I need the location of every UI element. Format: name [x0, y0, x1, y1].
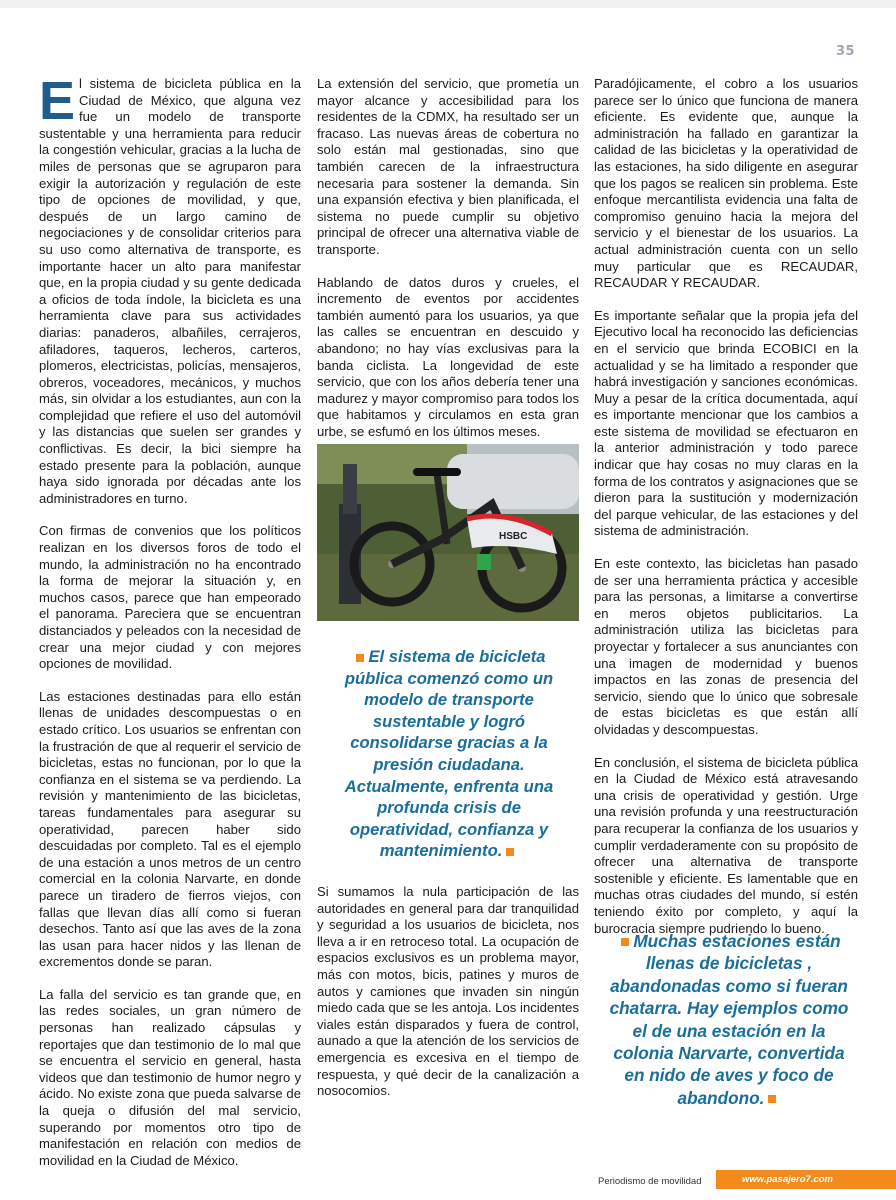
- quote-marker-close: [768, 1095, 776, 1103]
- article-column-2: [317, 76, 579, 456]
- pull-quote: [328, 646, 570, 862]
- photo-sponsor-text: HSBC: [499, 531, 528, 542]
- paragraph: La falla del servicio es tan grande que, en las redes sociales, un gran número de personas han realizado cápsulas y reportajes que dan testimonio de lo mal que se encuentra el servicio en general, hasta videos que dan testimonio de humor negro y ácido. No existe zona que pueda salvarse de la queja o difusión del mal servicio, superando por momentos otro tipo de manifestación en relación con medios de movilidad en la Ciudad de México.: [39, 986, 301, 1168]
- article-column-3: [594, 76, 858, 953]
- quote-marker-open: [356, 654, 364, 662]
- bicycle-photo-illustration: [317, 444, 579, 621]
- bicycle-photo: [317, 444, 579, 621]
- paragraph: La extensión del servicio, que prometía un mayor alcance y accesibilidad para los residentes de la CDMX, ha resultado ser un fracaso. Las nuevas áreas de cobertura no solo están mal gestionadas, sino que también carecen de la infraestructura necesaria para sostener la demanda. Sin una expansión efectiva y bien planificada, el sistema no puede cumplir su objetivo principal de ofrecer una alternativa viable de transporte.: [317, 76, 579, 257]
- top-bar: [0, 0, 896, 8]
- paragraph: Paradójicamente, el cobro a los usuarios parece ser lo único que funciona de manera eficiente. Es evidente que, aunque la administración ha fallado en garantizar la calidad de las bicicletas y la operatividad de las estaciones, ha sido diligente en asegurar que los pagos se realicen sin problema. Este enfoque mercantilista evidencia una falta de compromiso genuino hacia la mejora del servicio y el bienestar de los usuarios. La actual administración cuenta con un sello muy particular que es RECAUDAR, RECAUDAR Y RECAUDAR.: [594, 76, 858, 291]
- paragraph: Si sumamos la nula participación de las autoridades en general para dar tranquilidad y seguridad a los usuarios de bicicleta, nos lleva a ir en retroceso total. La ocupación de espacios exclusivos es un problema mayor, más con motos, bicis, patines y muros de autos y camiones que invaden sin ningún miedo cada que se les antoja. Los incidentes viales están disparados y fuera de control, aunado a que la atención de los servicios de emergencia es excesiva en el tiempo de respuesta, y qué decir de la canalización a nosocomios.: [317, 884, 579, 1099]
- footer-website-link[interactable]: www.pasajero7.com: [716, 1170, 896, 1189]
- paragraph: [39, 71, 301, 507]
- quote-marker-open: [621, 938, 629, 946]
- paragraph: Hablando de datos duros y crueles, el incremento de eventos por accidentes también aumentó para los usuarios, ya que las calles se encuentran en descuido y abandono; no hay vías exclusivas para la banda ciclista. La longevidad de este servicio, que con los años debería tener una madurez y mayor compromiso para todos los que habitamos y circulamos en esta gran urbe, se esfumó en los últimos meses.: [317, 274, 579, 439]
- pull-quote-text: El sistema de bicicleta pública comenzó como un modelo de transporte sustentable y logró consolidarse gracias a la presión ciudadana. Actualmente, enfrenta una profunda crisis de operatividad, confianza y mantenimiento.: [344, 647, 554, 861]
- page-number: 35: [836, 44, 856, 59]
- footer-section-label: Periodismo de movilidad: [598, 1176, 702, 1187]
- quote-marker-close: [506, 848, 514, 856]
- article-column-2-bottom: [317, 884, 579, 1116]
- article-column-1: [39, 71, 301, 1185]
- pull-quote-text: Muchas estaciones están llenas de bicicletas , abandonadas como si fueran chatarra. Hay ejemplos como el de una estación en la colonia Narvarte, convertida en nido de aves y foco de abandono.: [609, 931, 849, 1108]
- pull-quote: [604, 930, 854, 1109]
- paragraph: Con firmas de convenios que los políticos realizan en los diversos foros de todo el mundo, la administración no ha encontrado la forma de mejorar la situación y, en muchos casos, parece que han empeorado el panorama. Pareciera que se encuentran distanciados y peleados con la necesidad de crear una mejor ciudad y con mejores opciones de movilidad.: [39, 523, 301, 672]
- paragraph: Es importante señalar que la propia jefa del Ejecutivo local ha reconocido las deficiencias en el servicio que brinda ECOBICI en la actualidad y se ha limitado a responder que habrá investigación y sanciones económicas. Muy a pesar de la crítica documentada, aquí es importante mencionar que los cambios a este sistema de movilidad se efectuaron en la anterior administración y todo parece indicar que hay cosas no muy claras en la forma de los contratos y asignaciones que se dieron para la sustitución y modernización del parque vehicular, de las estaciones y del sistema de administración.: [594, 307, 858, 539]
- drop-cap: E: [39, 71, 76, 131]
- paragraph: Las estaciones destinadas para ello están llenas de unidades descompuestas o en estado crítico. Los usuarios se enfrentan con la frustración de que al requerir el servicio de bicicletas, estas no funcionan, por lo que la confianza en el sistema se va perdiendo. La revisión y mantenimiento de las bicicletas, tareas fundamentales para asegurar su operatividad, parecen haber sido descuidadas por completo. Tal es el ejemplo de una estación a unos metros de un centro comercial en la colonia Narvarte, en donde parece un tiradero de fierros viejos, con fallas que llevan días allí como si fueran desechos. Tanto así que las aves de la zona las usan para hacer nidos y las llenan de excrementos donde se paran.: [39, 688, 301, 970]
- paragraph: En este contexto, las bicicletas han pasado de ser una herramienta práctica y accesible para las personas, a limitarse a convertirse en meros objetos publicitarios. La administración utiliza las bicicletas para proyectar y fortalecer a sus anunciantes con una imagen de modernidad y buenos impactos en las zonas de presencia del servicio, siendo que lo único que sobresale de estas bicicletas es que están allí olvidadas y descompuestas.: [594, 556, 858, 737]
- paragraph-text: l sistema de bicicleta pública en la Ciudad de México, que alguna vez fue un modelo de transporte sustentable y una herramienta para reducir la congestión vehicular, gracias a la lucha de miles de personas que se agruparon para exigir la autorización y regulación de este tipo de opciones de movilidad, y que, después de un largo camino de negociaciones y de consolidar criterios para su uso como alternativa de transporte, es importante hacer un alto para manifestar que, en la propia ciudad y su gente dedicada a oficios de toda índole, la bicicleta es una herramienta clave para sus actividades diarias: panaderos, albañiles, cerrajeros, afiladores, taqueros, lecheros, carteros, plomeros, electricistas, policías, mensajeros, obreros, voceadores, mecánicos, y muchos más, sin olvidar a los estudiantes, aun con la complejidad que refiere el uso del automóvil y las distancias que suelen ser grandes y conflictivas. Es decir, la bici siempre ha estado presente para la población, aunque haya sido ignorada por décadas ante los administradores en turno.: [39, 76, 301, 506]
- paragraph: En conclusión, el sistema de bicicleta pública en la Ciudad de México está atravesando una crisis de operatividad y gestión. Urge una revisión profunda y una reestructuración para recuperar la confianza de los usuarios y cumplir verdaderamente con su propósito de ofrecer una alternativa de transporte sostenible y eficiente. Es lamentable que en muchas otras ciudades del mundo, sí estén teniendo éxito por completo, y aquí la burocracia siempre pudriendo lo bueno.: [594, 754, 858, 936]
